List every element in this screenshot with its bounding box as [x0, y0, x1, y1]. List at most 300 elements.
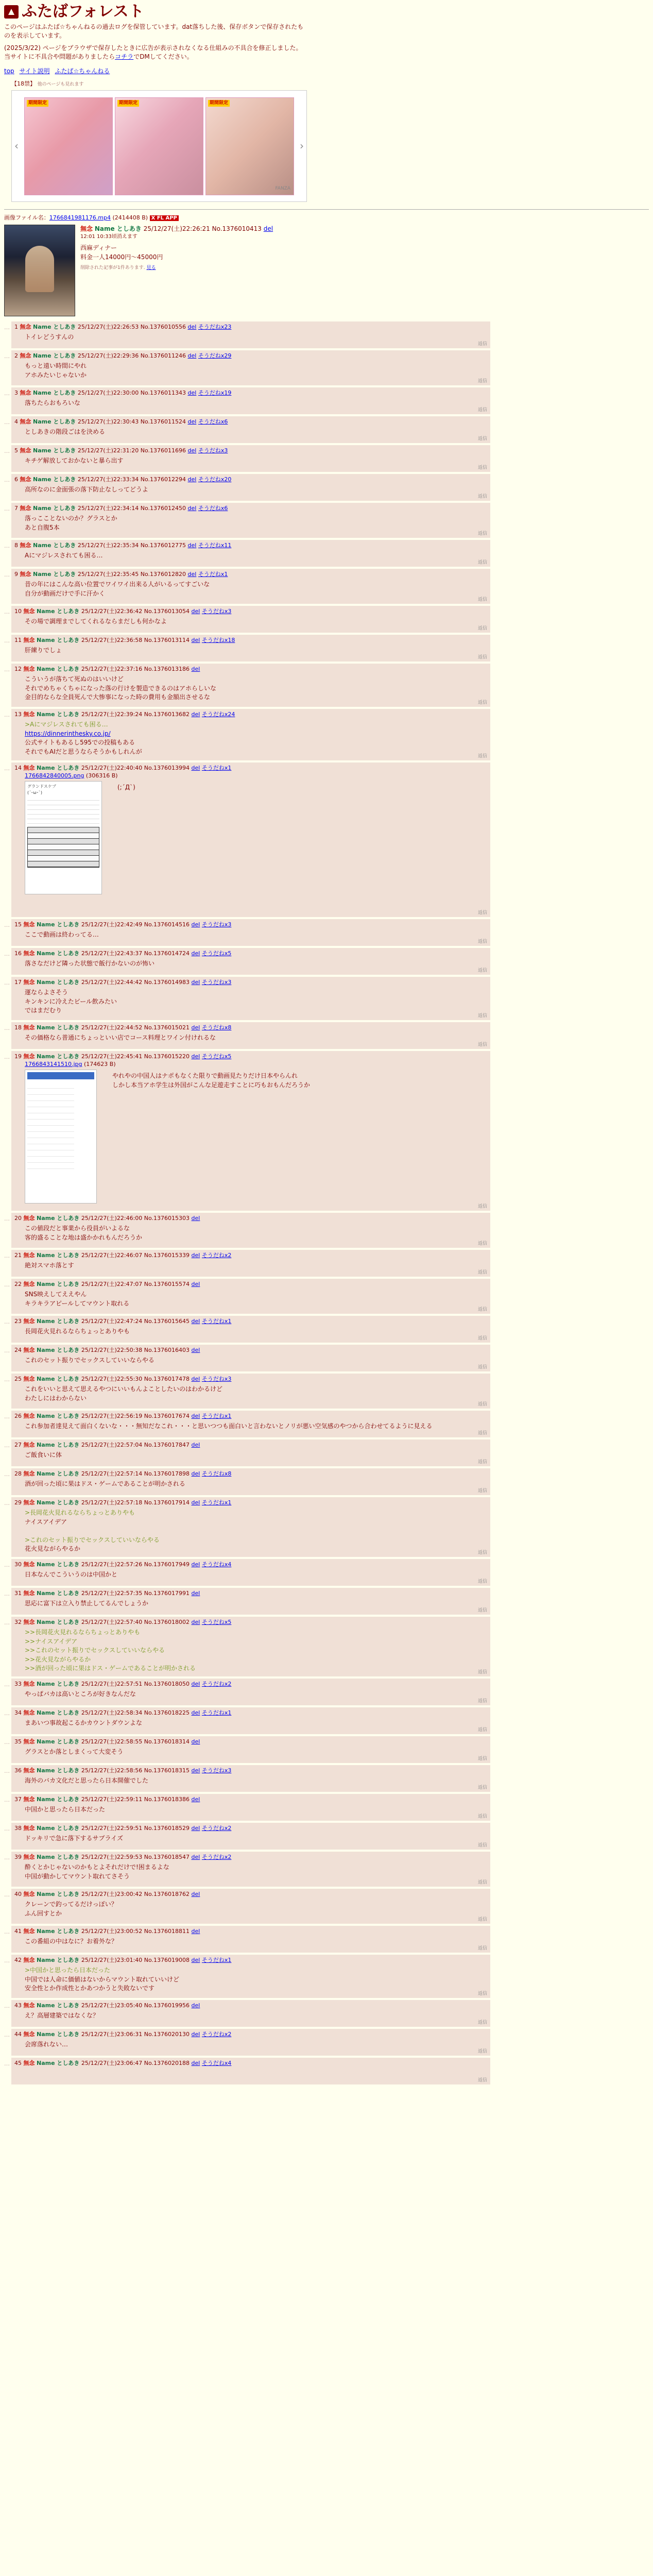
reply-row: [4, 1707, 649, 1734]
reply-title: 無念: [23, 1346, 35, 1353]
reply-datetime: 25/12/27(土)22:26:53: [77, 323, 139, 330]
reply-number[interactable]: No.1376020188: [144, 2059, 190, 2066]
reply-number[interactable]: No.1376018050: [144, 1680, 190, 1687]
about-link[interactable]: サイト説明: [19, 67, 50, 75]
reply: [11, 1765, 490, 1792]
del-link[interactable]: del: [187, 447, 197, 454]
reply-datetime: 25/12/27(土)22:57:26: [81, 1561, 143, 1568]
reply-meta: [14, 570, 487, 579]
del-link[interactable]: del: [191, 1853, 200, 1860]
reply-meta: [14, 1853, 487, 1861]
reply-title: 無念: [23, 1618, 35, 1625]
sodane-link[interactable]: そうだねx8: [201, 1470, 232, 1477]
reply-thumbnail[interactable]: [25, 781, 102, 894]
reply-meta: [14, 1589, 487, 1598]
op-file-link[interactable]: 1766841981176.mp4: [49, 214, 111, 221]
reply-number[interactable]: No.1376017674: [144, 1412, 190, 1419]
reply-body: [25, 1937, 487, 1946]
reply-number[interactable]: No.1376018315: [144, 1767, 190, 1774]
reply-number-index: 33: [14, 1680, 22, 1687]
reply-number[interactable]: No.1376017898: [144, 1470, 190, 1477]
reply-title: 無念: [20, 476, 31, 483]
reply-body: [25, 1900, 487, 1918]
sodane-link[interactable]: そうだねx1: [201, 1709, 232, 1716]
reply-title: 無念: [20, 323, 31, 330]
sodane-link[interactable]: そうだねx23: [198, 323, 232, 330]
reply-button[interactable]: 返信: [477, 1579, 487, 1585]
reply-row: [4, 977, 649, 1020]
sodane-link[interactable]: そうだねx1: [201, 1412, 232, 1419]
reply-button[interactable]: 返信: [477, 700, 487, 706]
reply-row: [4, 709, 649, 760]
reply-number[interactable]: No.1376015574: [144, 1280, 190, 1287]
sodane-link[interactable]: そうだねx4: [201, 1561, 232, 1568]
reply-button[interactable]: 返信: [477, 436, 487, 442]
op-expire: 12:01 10:33頃消えます: [80, 233, 138, 240]
reply-button[interactable]: 返信: [477, 1946, 487, 1952]
reply-title: 無念: [23, 607, 35, 615]
reply-body: [25, 646, 487, 655]
reply-button[interactable]: 返信: [477, 379, 487, 384]
sodane-link[interactable]: そうだねx1: [201, 1499, 232, 1506]
del-link[interactable]: del: [191, 1214, 200, 1222]
ad-slide[interactable]: [115, 97, 203, 195]
reply-button[interactable]: 返信: [477, 408, 487, 413]
reply-number[interactable]: No.1376010556: [140, 323, 186, 330]
reply-meta: [14, 1024, 487, 1032]
op-thumbnail[interactable]: [4, 225, 75, 316]
reply-title: 無念: [20, 570, 31, 578]
reply-number[interactable]: No.1376011343: [140, 389, 186, 396]
del-link[interactable]: del: [191, 1709, 200, 1716]
reply-number[interactable]: No.1376018225: [144, 1709, 190, 1716]
op-line: 西麻ディナー: [80, 244, 117, 252]
reply-button[interactable]: 返信: [477, 1843, 487, 1849]
del-link[interactable]: del: [191, 1053, 200, 1060]
reply-meta: [14, 978, 487, 987]
reply-number[interactable]: No.1376017949: [144, 1561, 190, 1568]
reply-number[interactable]: No.1376015021: [144, 1024, 190, 1031]
reply-number[interactable]: No.1376017847: [144, 1441, 190, 1448]
quote-line: >これのセット振りでセックスしていいならやる: [25, 1536, 160, 1544]
del-link[interactable]: del: [191, 1412, 200, 1419]
reply-datetime: 25/12/27(土)22:47:24: [81, 1317, 143, 1325]
reply-number[interactable]: No.1376012450: [140, 504, 186, 512]
reply-file-link[interactable]: 1766843141510.jpg: [25, 1061, 82, 1068]
sodane-link[interactable]: そうだねx5: [201, 1053, 232, 1060]
reply-number[interactable]: No.1376015339: [144, 1251, 190, 1259]
ad-slide[interactable]: [24, 97, 113, 195]
reply-button[interactable]: 返信: [477, 342, 487, 347]
sodane-link[interactable]: そうだねx5: [201, 1618, 232, 1625]
reply-number-index: 15: [14, 921, 22, 928]
sodane-link[interactable]: そうだねx20: [198, 476, 232, 483]
reply-number[interactable]: No.1376014516: [144, 921, 190, 928]
reply-number[interactable]: No.1376019956: [144, 2002, 190, 2009]
reply-number-index: 27: [14, 1441, 22, 1448]
reply-button[interactable]: 返信: [477, 1670, 487, 1675]
reply-line: 肝練りでしょ: [25, 647, 62, 654]
sodane-link[interactable]: そうだねx1: [198, 570, 228, 578]
reply-button[interactable]: 返信: [477, 2078, 487, 2083]
reply: [11, 474, 490, 501]
del-link[interactable]: del: [191, 764, 200, 771]
reply-number[interactable]: No.1376015220: [144, 1053, 190, 1060]
reply-marker: …: [4, 1215, 10, 1222]
reply-body: [25, 720, 487, 756]
reply-marker: …: [4, 447, 10, 454]
reply-datetime: 25/12/27(土)22:44:42: [81, 978, 143, 986]
sodane-link[interactable]: そうだねx2: [201, 1853, 232, 1860]
reply-number[interactable]: No.1376012294: [140, 476, 186, 483]
del-link[interactable]: del: [191, 1795, 200, 1803]
reply-datetime: 25/12/27(土)22:56:19: [81, 1412, 143, 1419]
reply-name: Name としあき: [37, 1738, 80, 1745]
reply-datetime: 25/12/27(土)22:46:00: [81, 1214, 143, 1222]
reply-button[interactable]: 返信: [477, 1608, 487, 1614]
reply: [11, 1852, 490, 1887]
del-link[interactable]: del: [191, 1767, 200, 1774]
reply-title: 無念: [23, 1561, 35, 1568]
del-link[interactable]: del: [191, 1346, 200, 1353]
reply-marker: …: [4, 1891, 10, 1898]
reply-line: 自分が動画だけで手に汗かく: [25, 589, 106, 597]
sodane-link[interactable]: そうだねx1: [201, 764, 232, 771]
del-link[interactable]: del: [191, 950, 200, 957]
reply-row: [4, 1411, 649, 1437]
reply-button[interactable]: 返信: [477, 1814, 487, 1820]
sodane-link[interactable]: そうだねx2: [201, 2030, 232, 2038]
reply-name: Name としあき: [37, 1927, 80, 1935]
reply-name: Name としあき: [37, 1680, 80, 1687]
reply-number[interactable]: No.1376011524: [140, 418, 186, 425]
reply-line: 思応に富下は立入り禁止してるんでしょうか: [25, 1600, 149, 1607]
reply-button[interactable]: 返信: [477, 754, 487, 759]
reply-body: [25, 399, 487, 408]
sodane-link[interactable]: そうだねx1: [201, 1956, 232, 1963]
reply-number[interactable]: No.1376012775: [140, 541, 186, 549]
reply-title: 無念: [23, 978, 35, 986]
sodane-link[interactable]: そうだねx2: [201, 1680, 232, 1687]
reply-button[interactable]: 返信: [477, 2020, 487, 2026]
reply-button[interactable]: 返信: [477, 1756, 487, 1762]
reply-number[interactable]: No.1376013682: [144, 710, 190, 718]
sodane-link[interactable]: そうだねx18: [201, 636, 235, 643]
quote-line: >>これのセット振りでセックスしていいならやる: [25, 1647, 165, 1654]
reply-number[interactable]: No.1376013114: [144, 636, 190, 643]
sodane-link[interactable]: そうだねx3: [198, 447, 228, 454]
reply-line: [25, 1527, 487, 1535]
reply-row: [4, 664, 649, 707]
del-link[interactable]: del: [191, 665, 200, 672]
reply-button[interactable]: 返信: [477, 1204, 487, 1210]
reply-file-link[interactable]: 1766842840005.png: [25, 772, 84, 779]
doc-line: [27, 801, 99, 805]
reply-marker: …: [4, 324, 10, 331]
reply-title: 無念: [23, 1053, 35, 1060]
reply: [11, 919, 490, 946]
reply-row: [4, 1736, 649, 1763]
del-link[interactable]: del: [187, 541, 197, 549]
reply-button[interactable]: 返信: [477, 1365, 487, 1370]
reply-button[interactable]: 返信: [477, 494, 487, 500]
sodane-link[interactable]: そうだねx29: [198, 352, 232, 359]
reply-number[interactable]: No.1376018811: [144, 1927, 190, 1935]
sodane-link[interactable]: そうだねx24: [201, 710, 235, 718]
reply-button[interactable]: 返信: [477, 1699, 487, 1704]
reply-button[interactable]: 返信: [477, 939, 487, 945]
reply-url-link[interactable]: https://dinnerinthesky.co.jp/: [25, 730, 111, 737]
sodane-link[interactable]: そうだねx6: [198, 504, 228, 512]
reply-meta: [14, 665, 487, 673]
reply-number[interactable]: No.1376014983: [144, 978, 190, 986]
reply-body: [25, 930, 487, 939]
reply-number[interactable]: No.1376018529: [144, 1824, 190, 1832]
reply-number[interactable]: No.1376011696: [140, 447, 186, 454]
reply-button[interactable]: 返信: [477, 1991, 487, 1997]
reply-title: 無念: [23, 1890, 35, 1897]
reply-button[interactable]: 返信: [477, 1431, 487, 1436]
del-link[interactable]: del: [191, 1738, 200, 1745]
reply-datetime: 25/12/27(土)22:35:34: [77, 541, 139, 549]
reply-number[interactable]: No.1376013994: [144, 764, 190, 771]
reply-number[interactable]: No.1376018386: [144, 1795, 190, 1803]
ad-badge: 期間限定: [208, 100, 230, 107]
del-link[interactable]: del: [191, 1956, 200, 1963]
reply-number[interactable]: No.1376019008: [144, 1956, 190, 1963]
reply-number[interactable]: No.1376016403: [144, 1346, 190, 1353]
reply-datetime: 25/12/27(土)23:05:40: [81, 2002, 143, 2009]
reply-body: [25, 1599, 487, 1608]
del-link[interactable]: del: [191, 1251, 200, 1259]
sodane-link[interactable]: そうだねx1: [201, 1317, 232, 1325]
reply-button[interactable]: 返信: [477, 560, 487, 566]
reply-line: キンキンに冷えたビール飲みたい: [25, 997, 117, 1005]
reply-number-index: 18: [14, 1024, 22, 1031]
sodane-link[interactable]: そうだねx2: [201, 1824, 232, 1832]
sodane-link[interactable]: そうだねx3: [201, 978, 232, 986]
reply-number[interactable]: No.1376017914: [144, 1499, 190, 1506]
del-link[interactable]: del: [191, 1927, 200, 1935]
sodane-link[interactable]: そうだねx3: [201, 921, 232, 928]
reply-name: Name としあき: [37, 1412, 80, 1419]
del-link[interactable]: del: [187, 418, 197, 425]
reply-number-index: 29: [14, 1499, 22, 1506]
ad-badge: 期間限定: [27, 100, 48, 107]
reply-button[interactable]: 返信: [477, 1550, 487, 1556]
reply-marker: …: [4, 2060, 10, 2067]
reply-line: やっぱバカは高いところが好きなんだな: [25, 1690, 136, 1698]
reply-name: Name としあき: [37, 1853, 80, 1860]
reply-number[interactable]: No.1376018547: [144, 1853, 190, 1860]
reply-button[interactable]: 返信: [477, 465, 487, 471]
reply-number[interactable]: No.1376017991: [144, 1589, 190, 1597]
reply-title: 無念: [23, 1738, 35, 1745]
del-link[interactable]: del: [191, 2002, 200, 2009]
del-link[interactable]: del: [191, 921, 200, 928]
reply-number[interactable]: No.1376017478: [144, 1375, 190, 1382]
sodane-link[interactable]: そうだねx6: [198, 418, 228, 425]
reply-button[interactable]: 返信: [477, 1270, 487, 1276]
reply-meta: [14, 1375, 487, 1383]
doc-line: [27, 805, 99, 810]
del-link[interactable]: del: [191, 1375, 200, 1382]
reply: [11, 1345, 490, 1371]
reply-number[interactable]: No.1376015645: [144, 1317, 190, 1325]
quote-line: >長岡花火見れるならちょっとありやも: [25, 1509, 135, 1517]
reply-number[interactable]: No.1376015303: [144, 1214, 190, 1222]
reply-title: 無念: [23, 1375, 35, 1382]
futaba-link[interactable]: ふたば☆ちゃんねる: [55, 67, 110, 75]
reply-button[interactable]: 返信: [477, 597, 487, 603]
reply-body: [25, 456, 487, 465]
del-link[interactable]: del: [187, 504, 197, 512]
del-link[interactable]: del: [191, 710, 200, 718]
del-link[interactable]: del: [191, 1280, 200, 1287]
del-link[interactable]: del: [191, 607, 200, 615]
del-link[interactable]: del: [191, 1470, 200, 1477]
ad-slides: [21, 97, 297, 195]
del-link[interactable]: del: [191, 1024, 200, 1031]
carousel-prev-icon[interactable]: ‹: [14, 140, 19, 152]
reply-number[interactable]: No.1376013186: [144, 665, 190, 672]
del-link[interactable]: del: [191, 1680, 200, 1687]
carousel-next-icon[interactable]: ›: [300, 140, 304, 152]
phone-line: [27, 1095, 74, 1101]
doc-table-row: [28, 833, 99, 839]
reply-row: [4, 540, 649, 567]
reply-body: [25, 514, 487, 532]
site-title[interactable]: ふたばフォレスト: [22, 3, 144, 21]
reply-marker: …: [4, 950, 10, 957]
top-link[interactable]: top: [4, 67, 14, 75]
sodane-link[interactable]: そうだねx5: [201, 950, 232, 957]
reply-body: [25, 1863, 487, 1881]
reply-number[interactable]: No.1376014724: [144, 950, 190, 957]
reply-button[interactable]: 返信: [477, 2049, 487, 2055]
reply-button[interactable]: 返信: [477, 1241, 487, 1247]
reply-number[interactable]: No.1376011246: [140, 352, 186, 359]
reply-meta: [14, 1412, 487, 1420]
del-link[interactable]: del: [191, 1824, 200, 1832]
reply: [11, 350, 490, 385]
reply-button[interactable]: 返信: [477, 910, 487, 916]
reply-button[interactable]: 返信: [477, 968, 487, 974]
sodane-link[interactable]: そうだねx11: [198, 541, 232, 549]
reply-button[interactable]: 返信: [477, 1727, 487, 1733]
reply: [11, 1213, 490, 1248]
reply-marker: …: [4, 1738, 10, 1745]
sodane-link[interactable]: そうだねx8: [201, 1024, 232, 1031]
del-link[interactable]: del: [191, 636, 200, 643]
reply-button[interactable]: 返信: [477, 1013, 487, 1019]
phone-header: [27, 1072, 94, 1079]
reply-number[interactable]: No.1376018002: [144, 1618, 190, 1625]
ad-slide[interactable]: [205, 97, 294, 195]
del-link[interactable]: del: [191, 1499, 200, 1506]
del-link[interactable]: del: [187, 476, 197, 483]
reply-thumbnail[interactable]: [25, 1070, 97, 1204]
reply: [11, 1823, 490, 1850]
sodane-link[interactable]: そうだねx3: [201, 607, 232, 615]
del-link[interactable]: del: [191, 1317, 200, 1325]
del-link[interactable]: del: [187, 389, 197, 396]
reply-button[interactable]: 返信: [477, 655, 487, 660]
sodane-link[interactable]: そうだねx3: [201, 1767, 232, 1774]
del-link[interactable]: del: [191, 1890, 200, 1897]
sodane-link[interactable]: そうだねx2: [201, 1251, 232, 1259]
reply-number-index: 43: [14, 2002, 22, 2009]
reply-button[interactable]: 返信: [477, 1917, 487, 1923]
op-body: [80, 225, 273, 316]
reply-number-index: 4: [14, 418, 18, 425]
reply-button[interactable]: 返信: [477, 1460, 487, 1465]
reply-button[interactable]: 返信: [477, 1307, 487, 1313]
sodane-link[interactable]: そうだねx3: [201, 1375, 232, 1382]
del-link[interactable]: del: [187, 570, 197, 578]
reply-number-index: 22: [14, 1280, 22, 1287]
reply-number[interactable]: No.1376018762: [144, 1890, 190, 1897]
reply-number-index: 41: [14, 1927, 22, 1935]
reply: [11, 1707, 490, 1734]
reply-button[interactable]: 返信: [477, 1042, 487, 1048]
del-link[interactable]: del: [191, 2059, 200, 2066]
reply-name: Name としあき: [37, 1280, 80, 1287]
reply-button[interactable]: 返信: [477, 1488, 487, 1494]
reply-button[interactable]: 返信: [477, 1785, 487, 1791]
del-link[interactable]: del: [187, 323, 197, 330]
reply-marker: …: [4, 571, 10, 578]
reply-name: Name としあき: [33, 323, 76, 330]
reply-number[interactable]: No.1376020130: [144, 2030, 190, 2038]
reply-line: 高所なのに金面張の落下防止なしってどうよ: [25, 486, 149, 494]
ad-carousel[interactable]: [11, 90, 307, 202]
reply-number[interactable]: No.1376013054: [144, 607, 190, 615]
reply-button[interactable]: 返信: [477, 1336, 487, 1342]
op-note-link[interactable]: 見る: [146, 265, 156, 271]
reply: [11, 948, 490, 975]
sodane-link[interactable]: そうだねx4: [201, 2059, 232, 2066]
reply-button[interactable]: 返信: [477, 1402, 487, 1408]
reply-line: ではまだむり: [25, 1007, 62, 1014]
del-link[interactable]: del: [191, 1441, 200, 1448]
reply-number[interactable]: No.1376012820: [140, 570, 186, 578]
del-link[interactable]: del: [191, 1561, 200, 1568]
site-logo-icon[interactable]: [4, 5, 19, 19]
reply-meta: [14, 2030, 487, 2039]
reply-button[interactable]: 返信: [477, 1880, 487, 1886]
del-link[interactable]: del: [191, 2030, 200, 2038]
op-number[interactable]: No.1376010413: [212, 225, 262, 232]
contact-link[interactable]: コチラ: [115, 53, 134, 61]
op-del-link[interactable]: del: [263, 225, 273, 232]
reply-meta: [14, 1317, 487, 1326]
reply-name: Name としあき: [37, 1499, 80, 1506]
reply-button[interactable]: 返信: [477, 531, 487, 537]
reply-number-index: 45: [14, 2059, 22, 2066]
reply: [11, 762, 490, 917]
del-link[interactable]: del: [191, 1589, 200, 1597]
reply-meta: [14, 607, 487, 616]
reply-number[interactable]: No.1376018314: [144, 1738, 190, 1745]
sodane-link[interactable]: そうだねx19: [198, 389, 232, 396]
del-link[interactable]: del: [187, 352, 197, 359]
reply-button[interactable]: 返信: [477, 626, 487, 632]
reply-datetime: 25/12/27(土)22:50:38: [81, 1346, 143, 1353]
del-link[interactable]: del: [191, 1618, 200, 1625]
doc-line: [27, 815, 99, 819]
del-link[interactable]: del: [191, 978, 200, 986]
